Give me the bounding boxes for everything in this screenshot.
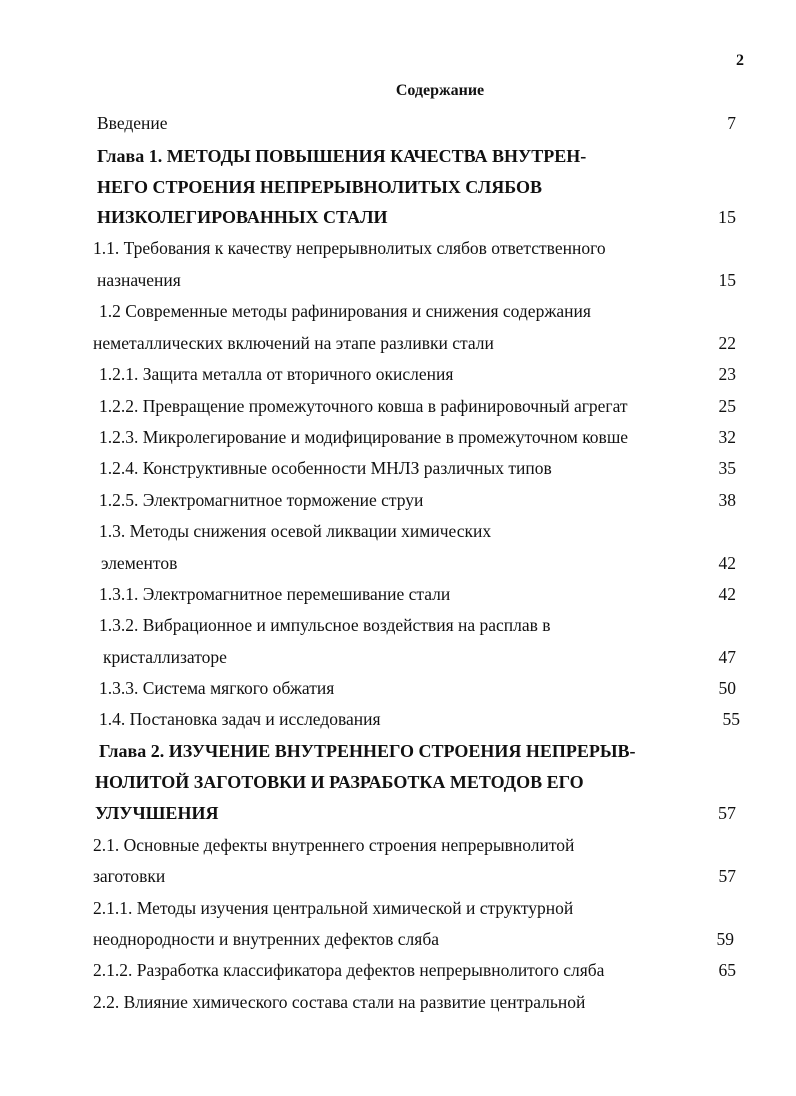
toc-entry-text: неметаллических включений на этапе разливки стали [93, 333, 494, 353]
toc-entry-text: НИЗКОЛЕГИРОВАННЫХ СТАЛИ [97, 207, 388, 227]
toc-entry-text: Введение [97, 113, 168, 133]
toc-entry-text: 1.2.3. Микролегирование и модифицирование в промежуточном ковше [99, 427, 629, 447]
toc-entry-text: 1.3.3. Система мягкого обжатия [99, 678, 335, 698]
toc-line [0, 925, 796, 953]
toc-line [0, 956, 796, 984]
toc-entry-text: неоднородности и внутренних дефектов сляба [93, 929, 440, 949]
toc-entry-page: 35 [718, 458, 736, 478]
toc-entry-text: 1.2.5. Электромагнитное торможение струи [99, 490, 424, 510]
toc-entry-page: 65 [718, 960, 736, 980]
toc-line [0, 705, 796, 733]
toc-entry-page: 23 [718, 364, 736, 384]
toc-entry-page: 50 [718, 678, 736, 698]
toc-entry-page: 38 [718, 490, 736, 510]
toc-entry-page: 22 [718, 333, 736, 353]
toc-line [0, 423, 796, 451]
toc-line [0, 329, 796, 357]
toc-entry-page: 57 [718, 803, 736, 823]
toc-line [0, 799, 796, 827]
toc-line [0, 486, 796, 514]
toc-line [0, 643, 796, 671]
toc-entry-text: элементов [101, 553, 178, 573]
toc-entry-text: 2.2. Влияние химического состава стали на развитие центральной [93, 992, 586, 1012]
toc-line [0, 549, 796, 577]
toc-entry-text: назначения [97, 270, 181, 290]
toc-entry-text: 1.2 Современные методы рафинирования и снижения содержания [99, 301, 591, 321]
toc-line [0, 297, 796, 325]
toc-entry-text: заготовки [93, 866, 166, 886]
page-number: 2 [736, 52, 744, 69]
toc-entry-text: кристаллизаторе [103, 647, 227, 667]
toc-line [0, 454, 796, 482]
toc-entry-text: УЛУЧШЕНИЯ [95, 803, 219, 823]
toc-entry-page: 55 [722, 709, 740, 729]
toc-line [0, 392, 796, 420]
toc-line [0, 737, 796, 765]
page-title: Содержание [395, 82, 485, 99]
toc-entry-page: 15 [718, 207, 736, 227]
toc-line [0, 142, 796, 170]
toc-line [0, 109, 796, 137]
toc-entry-page: 15 [718, 270, 736, 290]
toc-entry-text: 2.1.2. Разработка классификатора дефектов непрерывнолитого сляба [93, 960, 605, 980]
toc-entry-text: 1.4. Постановка задач и исследования [99, 709, 381, 729]
toc-line [0, 517, 796, 545]
toc-entry-text: НОЛИТОЙ ЗАГОТОВКИ И РАЗРАБОТКА МЕТОДОВ ЕГО [95, 772, 584, 792]
toc-line [0, 831, 796, 859]
toc-line [0, 234, 796, 262]
toc-entry-text: 1.2.1. Защита металла от вторичного окисления [99, 364, 454, 384]
toc-entry-text: 1.3.2. Вибрационное и импульсное воздействия на расплав в [99, 615, 551, 635]
toc-entry-text: 2.1. Основные дефекты внутреннего строения непрерывнолитой [93, 835, 575, 855]
toc-line [0, 580, 796, 608]
toc-line [0, 768, 796, 796]
toc-entry-page: 7 [727, 113, 736, 133]
toc-line [0, 173, 796, 201]
toc-entry-page: 42 [718, 553, 736, 573]
toc-entry-text: 1.1. Требования к качеству непрерывнолитых слябов ответственного [93, 238, 606, 258]
toc-entry-text: Глава 1. МЕТОДЫ ПОВЫШЕНИЯ КАЧЕСТВА ВНУТРЕН- [97, 146, 587, 166]
toc-line [0, 674, 796, 702]
toc-entry-page: 59 [716, 929, 734, 949]
toc-entry-page: 42 [718, 584, 736, 604]
toc-line [0, 266, 796, 294]
toc-entry-page: 57 [718, 866, 736, 886]
toc-entry-text: Глава 2. ИЗУЧЕНИЕ ВНУТРЕННЕГО СТРОЕНИЯ НЕПРЕРЫВ- [99, 741, 636, 761]
toc-entry-text: 2.1.1. Методы изучения центральной химической и структурной [93, 898, 574, 918]
toc-line [0, 894, 796, 922]
toc-line [0, 988, 796, 1016]
toc-entry-text: 1.3.1. Электромагнитное перемешивание стали [99, 584, 451, 604]
toc-entry-text: 1.3. Методы снижения осевой ликвации химических [99, 521, 492, 541]
toc-entry-page: 47 [718, 647, 736, 667]
toc-entry-page: 25 [718, 396, 736, 416]
toc-line [0, 203, 796, 231]
toc-line [0, 862, 796, 890]
toc-entry-text: 1.2.2. Превращение промежуточного ковша в рафинировочный агрегат [99, 396, 628, 416]
toc-line [0, 611, 796, 639]
toc-entry-text: 1.2.4. Конструктивные особенности МНЛЗ различных типов [99, 458, 552, 478]
toc-entry-page: 32 [718, 427, 736, 447]
toc-entry-text: НЕГО СТРОЕНИЯ НЕПРЕРЫВНОЛИТЫХ СЛЯБОВ [97, 177, 543, 197]
toc-line [0, 360, 796, 388]
